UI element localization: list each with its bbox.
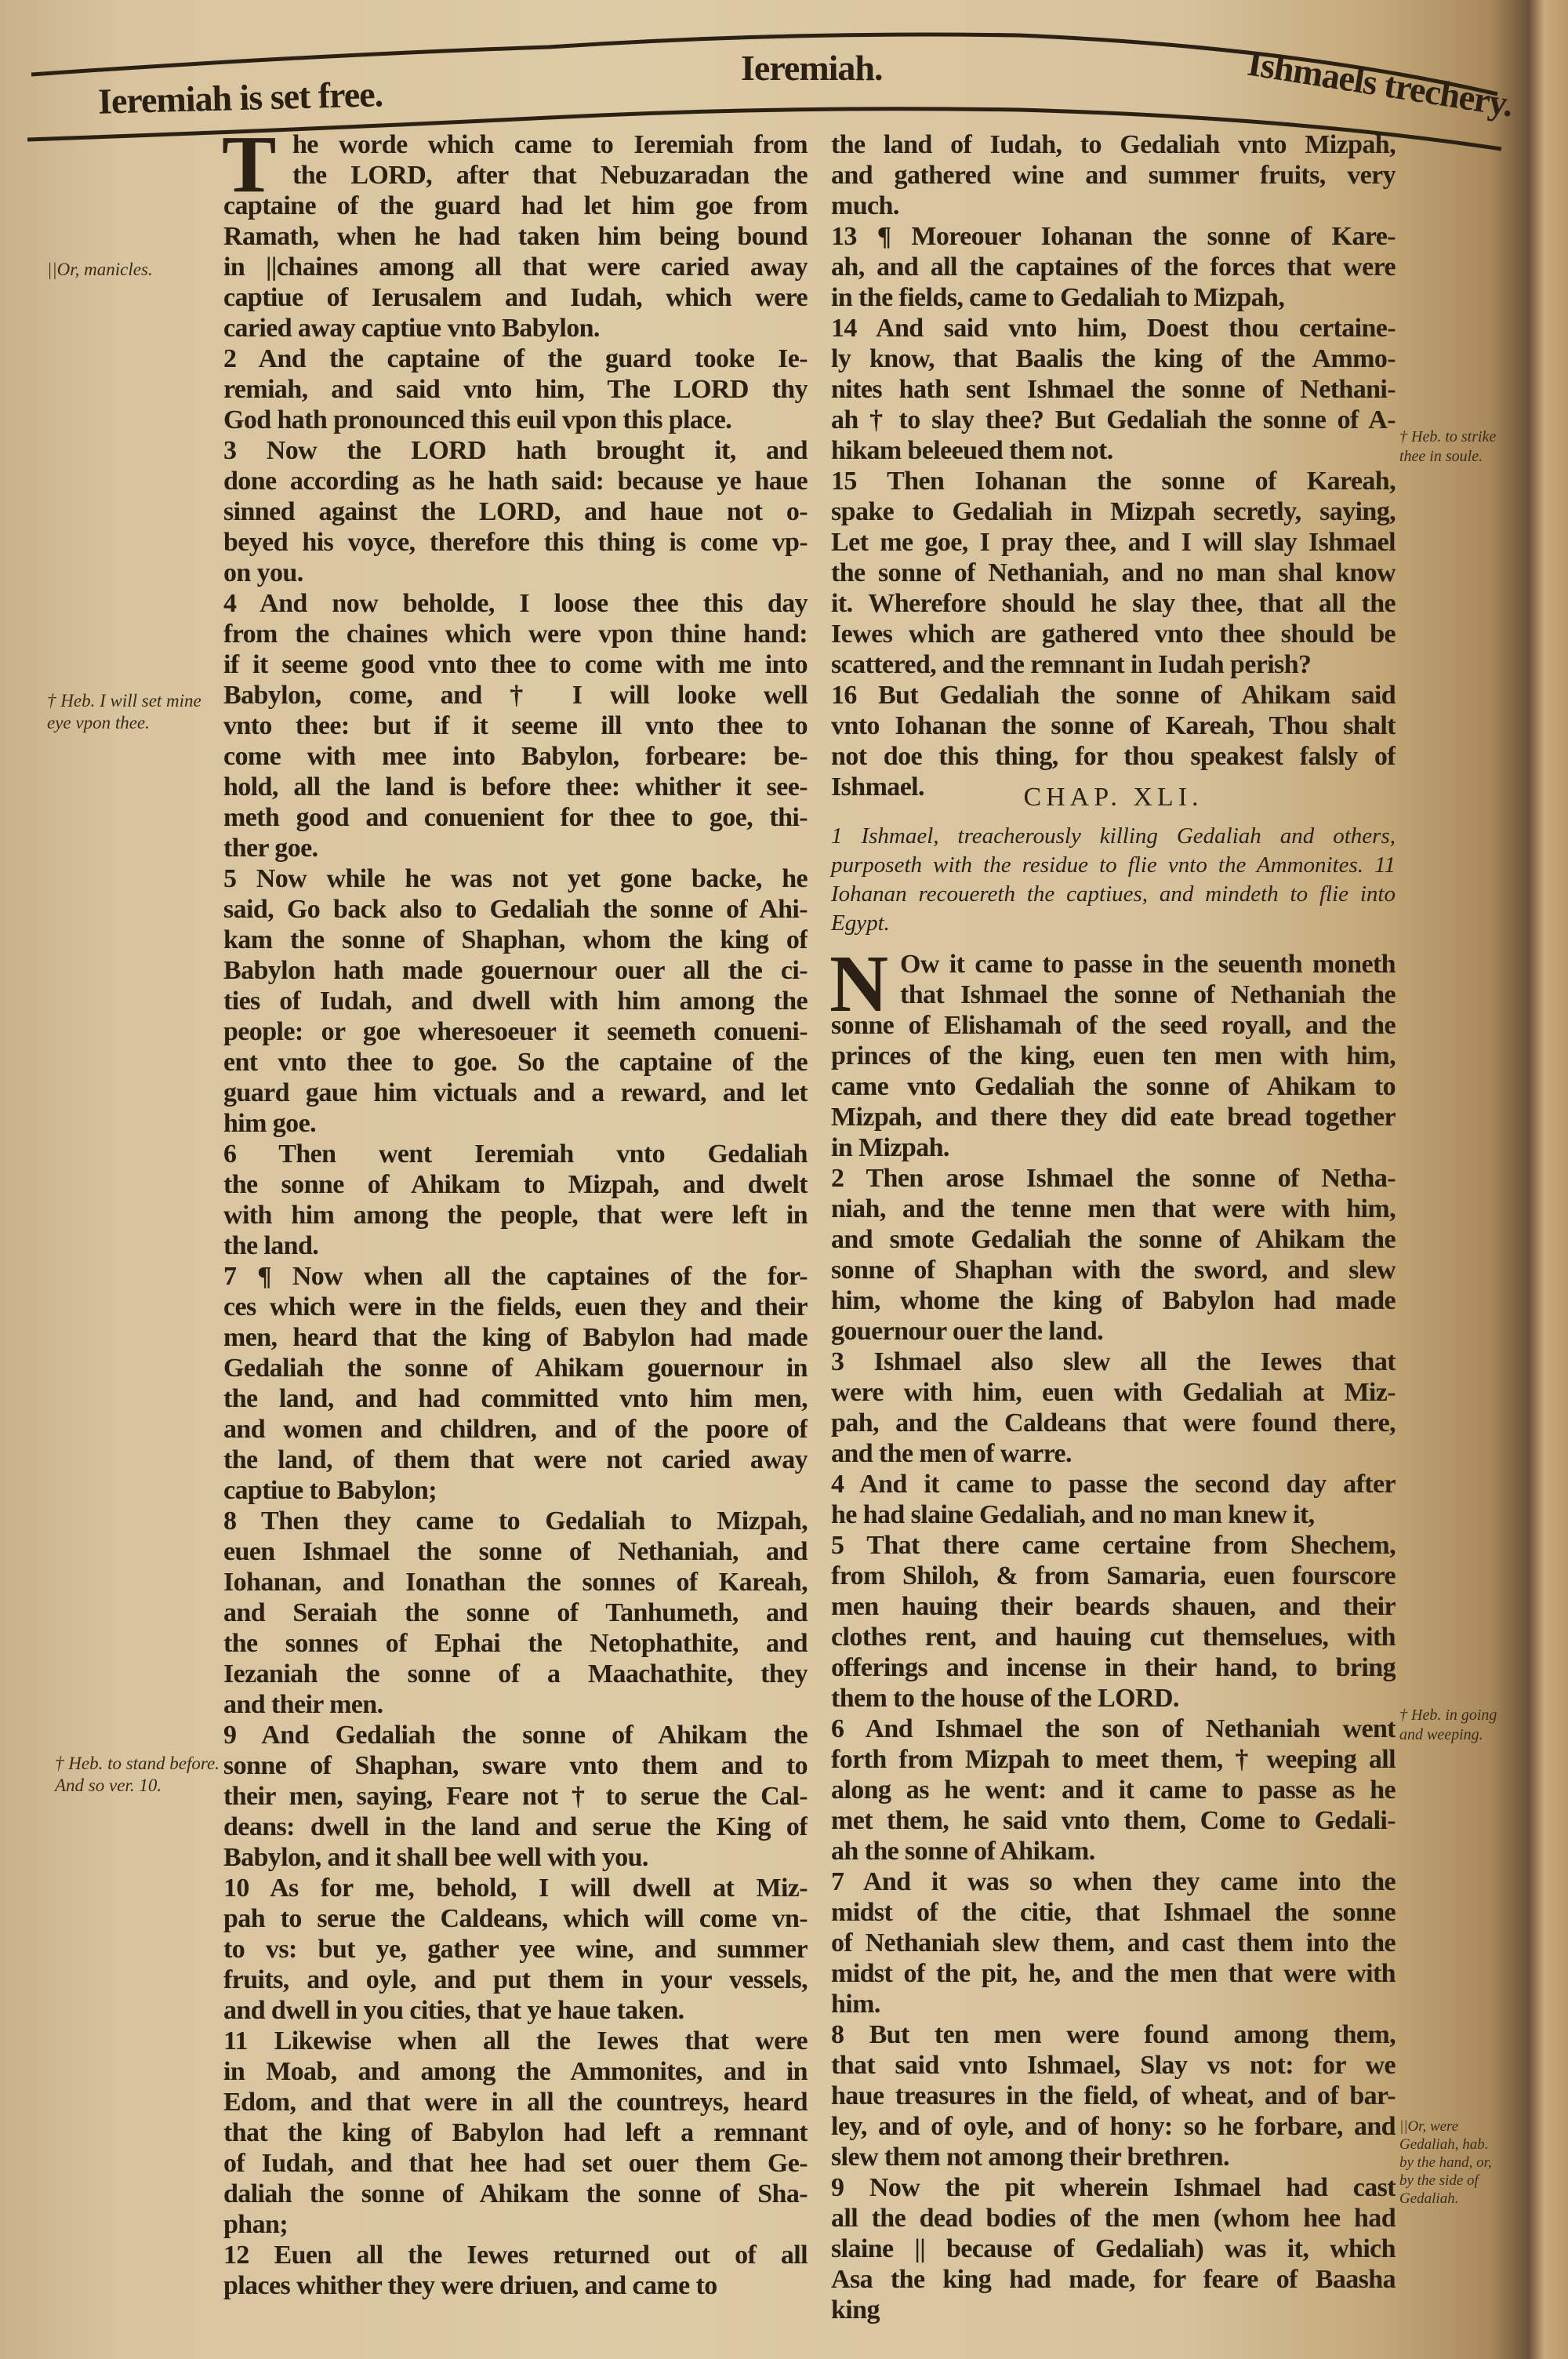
text-line: ces which were in the fields, euen they and their (223, 1292, 808, 1321)
text-line: in Moab, and among the Ammonites, and in (223, 2057, 808, 2086)
text-line: in ||chaines among all that were caried away (223, 253, 808, 282)
text-line: king (831, 2295, 880, 2324)
text-line: daliah the sonne of Ahikam the sonne of Sha- (223, 2179, 808, 2208)
text-line: clothes rent, and hauing cut themselues, with (831, 1623, 1396, 1652)
text-line: captaine of the guard had let him goe from (223, 191, 808, 220)
margin-note: † Heb. in going and weeping. (1399, 1707, 1497, 1743)
text-line: 13 ¶ Moreouer Iohanan the sonne of Kare- (831, 222, 1396, 251)
text-line: Gedaliah the sonne of Ahikam gouernour in (223, 1354, 808, 1383)
text-line: sinned against the LORD, and haue not o- (223, 497, 808, 526)
text-line: sonne of Elishamah of the seed royall, and the (831, 1011, 1396, 1040)
text-line: from Shiloh, & from Samaria, euen fourscore (831, 1561, 1396, 1590)
text-line: 10 As for me, behold, I will dwell at Miz- (223, 1874, 808, 1903)
text-line: euen Ishmael the sonne of Nethaniah, and (223, 1537, 808, 1566)
text-line: slaine || because of Gedaliah) was it, which (831, 2234, 1396, 2263)
text-line: 12 Euen all the Iewes returned out of all (223, 2241, 808, 2270)
text-line: 8 Then they came to Gedaliah to Mizpah, (223, 1507, 808, 1536)
text-line: sonne of Shaphan, sware vnto them and to (223, 1751, 808, 1780)
text-line: slew them not among their brethren. (831, 2143, 1229, 2172)
text-line: were with him, euen with Gedaliah at Miz- (831, 1378, 1396, 1407)
text-line: all the dead bodies of the men (whom hee had (831, 2204, 1396, 2233)
text-line: princes of the king, euen ten men with him, (831, 1041, 1396, 1070)
running-head-center: Ieremiah. (741, 48, 883, 88)
left-column-text (222, 119, 808, 2301)
text-line: 15 Then Iohanan the sonne of Kareah, (831, 467, 1396, 496)
text-line: captiue of Ierusalem and Iudah, which were (223, 283, 808, 312)
text-line: 11 Likewise when all the Iewes that were (223, 2026, 808, 2055)
text-line: 5 Now while he was not yet gone backe, he (223, 864, 808, 893)
text-line: the sonne of Nethaniah, and no man shal know (831, 558, 1396, 587)
text-line: guard gaue him victuals and a reward, and let (223, 1078, 808, 1107)
text-line: and the men of warre. (831, 1439, 1072, 1468)
left-column (222, 119, 808, 2301)
text-line: the land. (223, 1231, 319, 1260)
margin-note: † Heb. to stand before. And so ver. 10. (55, 1754, 220, 1795)
text-line: ley, and of oyle, and of hony: so he forbare, and (831, 2112, 1396, 2141)
text-line: 9 Now the pit wherein Ishmael had cast (831, 2173, 1396, 2202)
text-line: Iewes which are gathered vnto thee should be (831, 620, 1396, 649)
text-line: and dwell in you cities, that ye haue taken. (223, 1996, 684, 2025)
text-line: 3 Now the LORD hath brought it, and (223, 436, 808, 465)
text-line: remiah, and said vnto him, The LORD thy (223, 375, 808, 404)
text-line: caried away captiue vnto Babylon. (223, 314, 600, 343)
text-line: midst of the citie, that Ishmael the sonne (831, 1898, 1396, 1927)
text-line: vnto Iohanan the sonne of Kareah, Thou shalt (831, 711, 1396, 740)
text-line: men hauing their beards shauen, and their (831, 1592, 1396, 1621)
text-line: of Iudah, and that hee had set ouer them Ge- (223, 2149, 808, 2178)
text-line: and smote Gedaliah the sonne of Ahikam the (831, 1225, 1396, 1254)
text-line: pah, and the Caldeans that were found there, (831, 1408, 1396, 1438)
text-line: 4 And now beholde, I loose thee this day (223, 589, 808, 618)
text-line: not doe this thing, for thou speakest falsly of (831, 742, 1396, 771)
text-line: scattered, and the remnant in Iudah perish? (831, 650, 1312, 679)
text-line: places whither they were driuen, and came to (223, 2271, 717, 2300)
margin-note: ||Or, were Gedaliah, hab. by the hand, or, by the side of Gedaliah. (1399, 2118, 1492, 2207)
text-line: offerings and incense in their hand, to bring (831, 1653, 1396, 1682)
text-line: ent vnto thee to goe. So the captaine of the (223, 1048, 808, 1077)
text-line: in the fields, came to Gedaliah to Mizpah, (831, 283, 1285, 312)
text-line: people: or goe wheresoeuer it seemeth conueni- (223, 1017, 808, 1046)
text-line: ah the sonne of Ahikam. (831, 1837, 1095, 1866)
text-line: them to the house of the LORD. (831, 1684, 1179, 1713)
text-line: that said vnto Ishmael, Slay vs not: for we (831, 2051, 1396, 2080)
text-line: sonne of Shaphan with the sword, and slew (831, 1256, 1396, 1285)
text-line: him. (831, 1990, 880, 2019)
text-line: him, whome the king of Babylon had made (831, 1286, 1396, 1315)
margin-note: † Heb. to strike thee in soule. (1399, 428, 1497, 465)
text-line: 8 But ten men were found among them, (831, 2020, 1396, 2049)
text-line: kam the sonne of Shaphan, whom the king of (223, 925, 808, 954)
text-line: Edom, and that were in all the countreys, heard (223, 2088, 808, 2117)
text-line: Ramath, when he had taken him being bound (223, 222, 808, 251)
text-line: he worde which came to Ieremiah from (292, 130, 808, 159)
text-line: meth good and conuenient for thee to goe, thi- (223, 803, 808, 832)
text-line: Babylon, and it shall bee well with you. (223, 1843, 648, 1872)
right-column-top-text (831, 129, 1396, 802)
text-line: 7 And it was so when they came into the (831, 1867, 1396, 1896)
right-column-top (831, 129, 1396, 802)
text-line: and women and children, and of the poore of (223, 1415, 808, 1444)
text-line: 5 That there came certaine from Shechem, (831, 1531, 1396, 1560)
text-line: 9 And Gedaliah the sonne of Ahikam the (223, 1721, 808, 1750)
text-line: said, Go back also to Gedaliah the sonne of Ahi- (223, 895, 808, 924)
text-line: fruits, and oyle, and put them in your vessels, (223, 1965, 808, 1994)
text-line: captiue to Babylon; (223, 1476, 437, 1505)
text-line: their men, saying, Feare not † to serue the Cal- (223, 1782, 808, 1811)
text-line: Babylon, come, and † I will looke well (223, 681, 808, 710)
text-line: 14 And said vnto him, Doest thou certaine- (831, 314, 1396, 343)
text-line: and gathered wine and summer fruits, very (831, 161, 1396, 190)
running-head-right: Ishmaels trechery. (1245, 42, 1516, 125)
text-line: haue treasures in the field, of wheat, and of bar- (831, 2081, 1396, 2110)
text-line: along as he went: and it came to passe as he (831, 1776, 1396, 1805)
text-line: that the king of Babylon had left a remnant (223, 2118, 808, 2147)
text-line: gouernour ouer the land. (831, 1317, 1104, 1346)
text-line: on you. (223, 558, 303, 587)
text-line: from the chaines which were vpon thine hand: (223, 620, 808, 649)
right-column-chapter-text (829, 939, 1396, 2325)
running-head-left: Ieremiah is set free. (97, 74, 383, 122)
text-line: with him among the people, that were left in (223, 1201, 808, 1230)
text-line: and Seraiah the sonne of Tanhumeth, and (223, 1598, 808, 1627)
text-line: it. Wherefore should he slay thee, that all the (831, 589, 1396, 618)
text-line: the land, of them that were not caried away (223, 1445, 808, 1474)
text-line: Iohanan, and Ionathan the sonnes of Kareah, (223, 1568, 808, 1597)
text-line: 7 ¶ Now when all the captaines of the for- (223, 1262, 808, 1291)
text-line: Mizpah, and there they did eate bread together (831, 1103, 1396, 1132)
margin-note: ||Or, manicles. (47, 260, 153, 279)
text-line: niah, and the tenne men that were with him, (831, 1194, 1396, 1223)
text-line: the land, and had committed vnto him men, (223, 1384, 808, 1413)
text-line: the LORD, after that Nebuzaradan the (292, 161, 808, 190)
text-line: 3 Ishmael also slew all the Iewes that (831, 1347, 1396, 1376)
text-line: Iezaniah the sonne of a Maachathite, they (223, 1659, 808, 1688)
text-line: 4 And it came to passe the second day after (831, 1470, 1396, 1499)
text-line: came vnto Gedaliah the sonne of Ahikam to (831, 1072, 1396, 1101)
text-line: 16 But Gedaliah the sonne of Ahikam said (831, 681, 1396, 710)
text-line: he had slaine Gedaliah, and no man knew it, (831, 1500, 1315, 1529)
text-line: ah † to slay thee? But Gedaliah the sonne of A- (831, 405, 1396, 434)
text-line: much. (831, 191, 899, 220)
text-line: 2 Then arose Ishmael the sonne of Netha- (831, 1164, 1396, 1193)
text-line: vnto thee: but if it seeme ill vnto thee to (223, 711, 808, 740)
text-line: of Nethaniah slew them, and cast them into the (831, 1928, 1396, 1957)
text-line: ties of Iudah, and dwell with him among the (223, 987, 808, 1016)
chapter-heading: CHAP. XLI. (1023, 783, 1203, 812)
text-line: met them, he said vnto them, Come to Gedali- (831, 1806, 1396, 1835)
margin-note: † Heb. I will set mine eye vpon thee. (47, 691, 201, 732)
text-line: ther goe. (223, 834, 318, 863)
text-line: ly know, that Baalis the king of the Ammo- (831, 344, 1396, 373)
text-line: ah, and all the captaines of the forces that were (831, 253, 1396, 282)
text-line: hold, all the land is before thee: whither it see- (223, 772, 808, 801)
text-line: 6 And Ishmael the son of Nethaniah went (831, 1714, 1396, 1743)
text-line: come with mee into Babylon, forbeare: be- (223, 742, 808, 771)
text-line: 2 And the captaine of the guard tooke Ie- (223, 344, 808, 373)
text-line: Let me goe, I pray thee, and I will slay Ishmael (831, 528, 1396, 557)
text-line: beyed his voyce, therefore this thing is come vp- (223, 528, 808, 557)
text-line: nites hath sent Ishmael the sonne of Nethani- (831, 375, 1396, 404)
text-line: the sonnes of Ephai the Netophathite, and (223, 1629, 808, 1658)
text-line: Ow it came to passe in the seuenth moneth (900, 950, 1396, 979)
drop-cap: N (829, 939, 888, 1029)
text-line: to vs: but ye, gather yee wine, and summer (223, 1935, 808, 1964)
chapter-summary: 1 Ishmael, treacherously killing Gedaliah and others, purposeth with the residue to flie vnto the Ammonites. 11 Iohanan recouereth the captiues, and mindeth to flie into Egypt. (831, 823, 1396, 936)
right-column-chapter (829, 939, 1396, 2325)
text-line: the land of Iudah, to Gedaliah vnto Mizpah, (831, 130, 1396, 159)
drop-cap: T (222, 119, 276, 209)
text-line: Asa the king had made, for feare of Baasha (831, 2265, 1396, 2294)
text-line: men, heard that the king of Babylon had made (223, 1323, 808, 1352)
text-line: 6 Then went Ieremiah vnto Gedaliah (223, 1140, 808, 1169)
text-line: pah to serue the Caldeans, which will come vn- (223, 1904, 808, 1933)
text-line: Ishmael. (831, 772, 924, 801)
text-line: forth from Mizpah to meet them, † weeping all (831, 1745, 1396, 1774)
text-line: hikam beleeued them not. (831, 436, 1113, 465)
text-line: him goe. (223, 1109, 316, 1138)
text-line: done according as he hath said: because ye haue (223, 467, 808, 496)
text-line: in Mizpah. (831, 1133, 949, 1162)
text-line: spake to Gedaliah in Mizpah secretly, saying, (831, 497, 1396, 526)
text-line: midst of the pit, he, and the men that were with (831, 1959, 1396, 1988)
text-line: if it seeme good vnto thee to come with me into (223, 650, 808, 679)
text-line: and their men. (223, 1690, 383, 1719)
text-line: the sonne of Ahikam to Mizpah, and dwelt (223, 1170, 808, 1199)
text-line: phan; (223, 2210, 289, 2239)
text-line: deans: dwell in the land and serue the King of (223, 1812, 808, 1841)
text-line: Babylon hath made gouernour ouer all the ci- (223, 956, 808, 985)
text-line: God hath pronounced this euil vpon this place. (223, 405, 732, 434)
text-line: that Ishmael the sonne of Nethaniah the (900, 980, 1396, 1009)
